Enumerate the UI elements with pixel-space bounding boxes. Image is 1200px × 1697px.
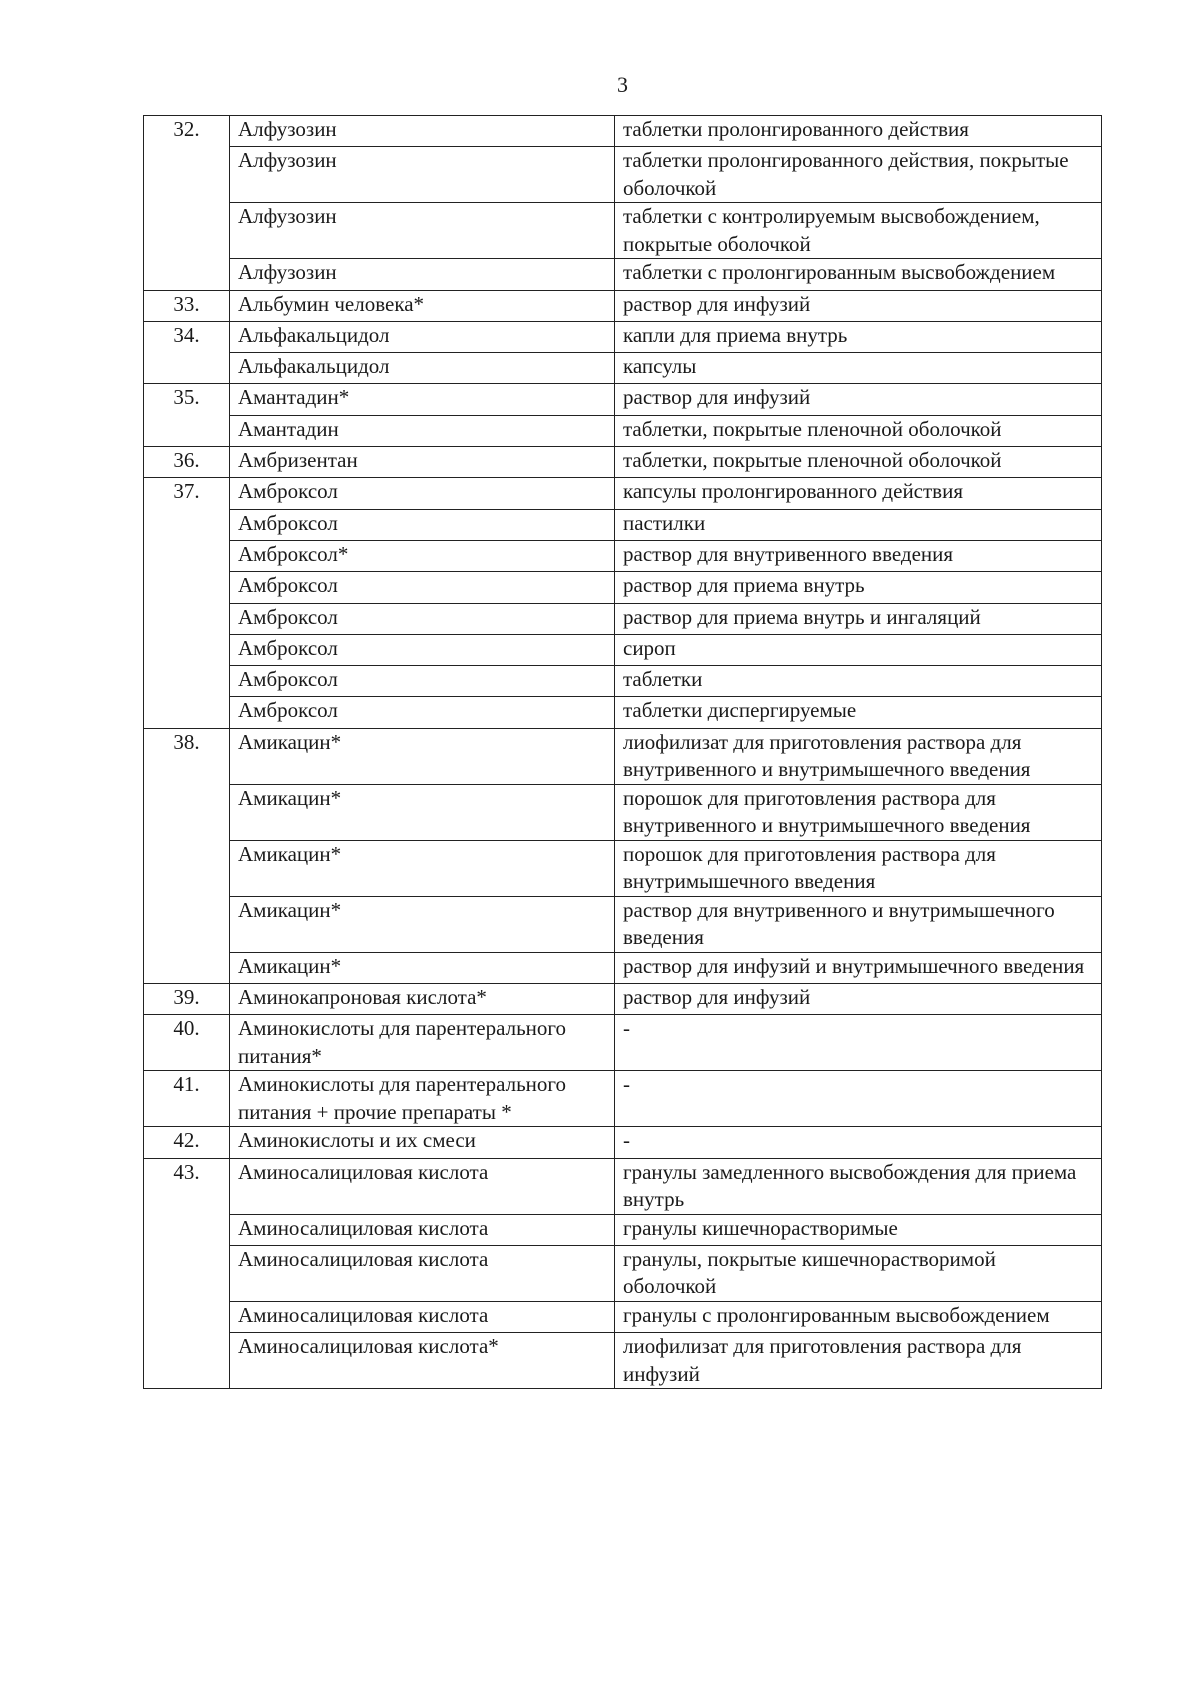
table-row — [144, 840, 1102, 896]
drug-name-cell: Амброксол* — [230, 540, 615, 571]
table-row — [144, 1333, 1102, 1389]
row-number-cell: 36. — [144, 447, 230, 478]
table-row — [144, 1071, 1102, 1127]
row-number-cell: 40. — [144, 1015, 230, 1071]
table-row — [144, 540, 1102, 571]
row-number-cell: 39. — [144, 984, 230, 1015]
drug-name-cell: Альбумин человека* — [230, 290, 615, 321]
dosage-form-cell: капли для приема внутрь — [615, 321, 1102, 352]
page-number: 3 — [617, 72, 628, 97]
dosage-form-cell: пастилки — [615, 509, 1102, 540]
drug-name-cell: Амбризентан — [230, 447, 615, 478]
drug-name-cell: Амброксол — [230, 634, 615, 665]
drug-name-cell: Амантадин — [230, 415, 615, 446]
row-number-cell: 41. — [144, 1071, 230, 1127]
table-row — [144, 415, 1102, 446]
dosage-form-cell: гранулы кишечнорастворимые — [615, 1214, 1102, 1245]
drug-name-cell: Альфакальцидол — [230, 353, 615, 384]
drug-name-cell: Амброксол — [230, 478, 615, 509]
dosage-form-cell: раствор для приема внутрь — [615, 572, 1102, 603]
dosage-form-cell: раствор для инфузий — [615, 984, 1102, 1015]
drug-name-cell: Аминокислоты для парентерального питания + прочие препараты * — [230, 1071, 615, 1127]
drug-name-cell: Алфузозин — [230, 116, 615, 147]
table-row — [144, 147, 1102, 203]
table-row — [144, 1158, 1102, 1214]
dosage-form-cell: - — [615, 1127, 1102, 1158]
table-row — [144, 952, 1102, 983]
drug-name-cell: Амикацин* — [230, 784, 615, 840]
dosage-form-cell: гранулы замедленного высвобождения для приема внутрь — [615, 1158, 1102, 1214]
table-row — [144, 1127, 1102, 1158]
table-row — [144, 384, 1102, 415]
dosage-form-cell: раствор для инфузий — [615, 290, 1102, 321]
drug-name-cell: Аминосалициловая кислота — [230, 1245, 615, 1301]
table-row — [144, 896, 1102, 952]
table-row — [144, 1214, 1102, 1245]
dosage-form-cell: таблетки — [615, 666, 1102, 697]
drug-table-body — [144, 116, 1102, 1389]
table-row — [144, 321, 1102, 352]
table-row — [144, 1301, 1102, 1332]
dosage-form-cell: порошок для приготовления раствора для внутримышечного введения — [615, 840, 1102, 896]
row-number-cell: 32. — [144, 116, 230, 291]
drug-name-cell: Алфузозин — [230, 259, 615, 290]
dosage-form-cell: лиофилизат для приготовления раствора для внутривенного и внутримышечного введения — [615, 728, 1102, 784]
dosage-form-cell: раствор для внутривенного и внутримышечного введения — [615, 896, 1102, 952]
row-number-cell: 37. — [144, 478, 230, 728]
drug-name-cell: Амброксол — [230, 509, 615, 540]
table-row — [144, 259, 1102, 290]
dosage-form-cell: - — [615, 1015, 1102, 1071]
drug-name-cell: Амикацин* — [230, 840, 615, 896]
table-row — [144, 447, 1102, 478]
drug-name-cell: Амикацин* — [230, 952, 615, 983]
table-row — [144, 697, 1102, 728]
drug-name-cell: Аминокислоты для парентерального питания* — [230, 1015, 615, 1071]
drug-name-cell: Альфакальцидол — [230, 321, 615, 352]
row-number-cell: 43. — [144, 1158, 230, 1389]
dosage-form-cell: таблетки пролонгированного действия, покрытые оболочкой — [615, 147, 1102, 203]
row-number-cell: 34. — [144, 321, 230, 384]
drug-name-cell: Аминокапроновая кислота* — [230, 984, 615, 1015]
table-row — [144, 603, 1102, 634]
drug-name-cell: Аминосалициловая кислота — [230, 1158, 615, 1214]
table-row — [144, 666, 1102, 697]
table-row — [144, 478, 1102, 509]
table-row — [144, 784, 1102, 840]
dosage-form-cell: - — [615, 1071, 1102, 1127]
row-number-cell: 42. — [144, 1127, 230, 1158]
table-row — [144, 634, 1102, 665]
drug-name-cell: Аминосалициловая кислота* — [230, 1333, 615, 1389]
table-row — [144, 203, 1102, 259]
dosage-form-cell: таблетки пролонгированного действия — [615, 116, 1102, 147]
dosage-form-cell: таблетки, покрытые пленочной оболочкой — [615, 415, 1102, 446]
dosage-form-cell: таблетки с пролонгированным высвобождением — [615, 259, 1102, 290]
drug-name-cell: Амикацин* — [230, 728, 615, 784]
drug-table — [143, 115, 1102, 1389]
dosage-form-cell: капсулы пролонгированного действия — [615, 478, 1102, 509]
dosage-form-cell: гранулы с пролонгированным высвобождением — [615, 1301, 1102, 1332]
dosage-form-cell: сироп — [615, 634, 1102, 665]
drug-name-cell: Амброксол — [230, 697, 615, 728]
dosage-form-cell: порошок для приготовления раствора для внутривенного и внутримышечного введения — [615, 784, 1102, 840]
table-row — [144, 116, 1102, 147]
row-number-cell: 35. — [144, 384, 230, 447]
table-row — [144, 290, 1102, 321]
drug-name-cell: Аминосалициловая кислота — [230, 1214, 615, 1245]
table-row — [144, 1245, 1102, 1301]
drug-name-cell: Аминокислоты и их смеси — [230, 1127, 615, 1158]
dosage-form-cell: раствор для инфузий и внутримышечного введения — [615, 952, 1102, 983]
dosage-form-cell: раствор для инфузий — [615, 384, 1102, 415]
dosage-form-cell: раствор для приема внутрь и ингаляций — [615, 603, 1102, 634]
drug-name-cell: Амброксол — [230, 603, 615, 634]
dosage-form-cell: лиофилизат для приготовления раствора для инфузий — [615, 1333, 1102, 1389]
dosage-form-cell: гранулы, покрытые кишечнорастворимой оболочкой — [615, 1245, 1102, 1301]
table-row — [144, 728, 1102, 784]
table-row — [144, 572, 1102, 603]
drug-name-cell: Алфузозин — [230, 203, 615, 259]
dosage-form-cell: раствор для внутривенного введения — [615, 540, 1102, 571]
table-row — [144, 353, 1102, 384]
dosage-form-cell: таблетки диспергируемые — [615, 697, 1102, 728]
table-row — [144, 509, 1102, 540]
row-number-cell: 33. — [144, 290, 230, 321]
table-row — [144, 1015, 1102, 1071]
dosage-form-cell: таблетки, покрытые пленочной оболочкой — [615, 447, 1102, 478]
row-number-cell: 38. — [144, 728, 230, 983]
drug-name-cell: Амброксол — [230, 666, 615, 697]
dosage-form-cell: таблетки с контролируемым высвобождением, покрытые оболочкой — [615, 203, 1102, 259]
drug-name-cell: Аминосалициловая кислота — [230, 1301, 615, 1332]
dosage-form-cell: капсулы — [615, 353, 1102, 384]
drug-name-cell: Амантадин* — [230, 384, 615, 415]
table-row — [144, 984, 1102, 1015]
drug-name-cell: Алфузозин — [230, 147, 615, 203]
drug-name-cell: Амикацин* — [230, 896, 615, 952]
drug-name-cell: Амброксол — [230, 572, 615, 603]
